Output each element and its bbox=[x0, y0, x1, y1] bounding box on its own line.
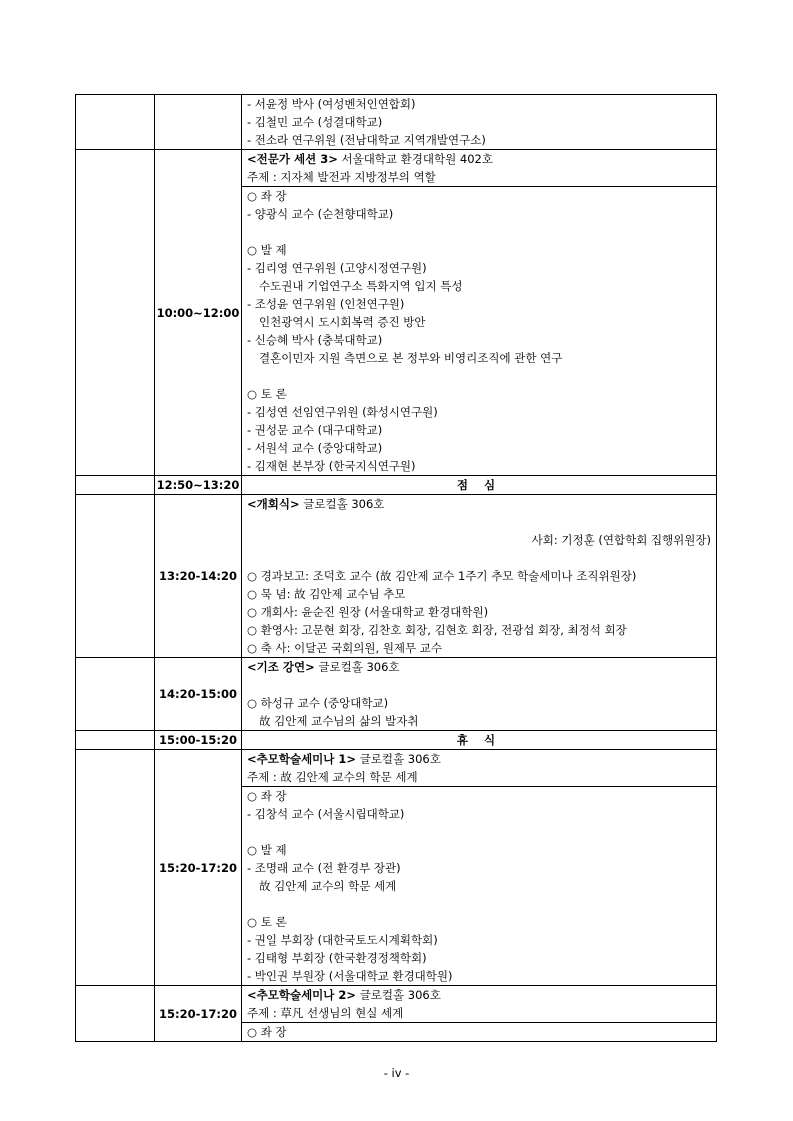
session-venue: 서울대학교 환경대학원 402호 bbox=[337, 152, 493, 166]
content-line: 주제 : 草凡 선생님의 현실 세계 bbox=[247, 1006, 404, 1020]
content-line: ○ 개회사: 윤순진 원장 (서울대학교 환경대학원) bbox=[247, 605, 489, 619]
content-line: - 전소라 연구위원 (전남대학교 지역개발연구소) bbox=[247, 133, 486, 147]
session-header bbox=[247, 150, 711, 168]
content-line bbox=[247, 895, 711, 913]
content-cell bbox=[242, 150, 717, 187]
content-line bbox=[247, 549, 711, 567]
session-venue: 글로컬홀 306호 bbox=[314, 660, 400, 674]
content-line: ○ 좌 장 bbox=[247, 789, 287, 803]
break-label: 휴 식 bbox=[456, 733, 502, 747]
blank-column-cell bbox=[76, 658, 155, 731]
content-cell bbox=[242, 1023, 717, 1042]
schedule-row bbox=[76, 731, 717, 750]
content-line: ○ 발 제 bbox=[247, 243, 287, 257]
session-title: <추모학술세미나 2> bbox=[247, 988, 357, 1002]
schedule-row bbox=[76, 476, 717, 495]
content-cell bbox=[242, 476, 717, 495]
content-cell bbox=[242, 495, 717, 658]
content-line: - 조성윤 연구위원 (인천연구원) bbox=[247, 297, 405, 311]
session-header bbox=[247, 986, 711, 1004]
time-cell bbox=[155, 95, 242, 150]
content-line: - 박인권 부원장 (서울대학교 환경대학원) bbox=[247, 969, 453, 983]
time-cell: 15:20-17:20 bbox=[155, 986, 242, 1042]
session-venue: 글로컬홀 306호 bbox=[356, 988, 441, 1002]
content-line: - 신승혜 박사 (충북대학교) bbox=[247, 333, 383, 347]
session-venue: 글로컬홀 306호 bbox=[299, 497, 385, 511]
schedule-row bbox=[76, 986, 717, 1023]
time-cell: 14:20-15:00 bbox=[155, 658, 242, 731]
session-title: <전문가 세션 3> bbox=[247, 152, 338, 166]
schedule-row bbox=[76, 495, 717, 658]
blank-column-cell bbox=[76, 476, 155, 495]
blank-column-cell bbox=[76, 750, 155, 986]
content-cell bbox=[242, 986, 717, 1023]
session-header bbox=[247, 495, 711, 513]
time-cell: 15:20-17:20 bbox=[155, 750, 242, 986]
content-line: ○ 환영사: 고문현 회장, 김찬호 회장, 김현호 회장, 전광섭 회장, 최정석 회장 bbox=[247, 623, 627, 637]
blank-column-cell bbox=[76, 495, 155, 658]
content-line: - 권성문 교수 (대구대학교) bbox=[247, 423, 383, 437]
time-cell: 13:20-14:20 bbox=[155, 495, 242, 658]
content-cell bbox=[242, 187, 717, 476]
page-number: - iv - bbox=[383, 1066, 410, 1080]
content-line: - 서원석 교수 (중앙대학교) bbox=[247, 441, 383, 455]
schedule-row bbox=[76, 95, 717, 150]
content-line: - 김태형 부회장 (한국환경정책학회) bbox=[247, 951, 427, 965]
schedule-table bbox=[75, 94, 717, 1042]
content-line: ○ 토 론 bbox=[247, 915, 287, 929]
presentation-title: 故 김안제 교수님의 삶의 발자취 bbox=[259, 714, 419, 728]
content-line: 주제 : 故 김안제 교수의 학문 세계 bbox=[247, 770, 418, 784]
session-title: <기조 강연> bbox=[247, 660, 315, 674]
presentation-title: 인천광역시 도시회복력 증진 방안 bbox=[259, 315, 426, 329]
content-line: ○ 축 사: 이달곤 국회의원, 원제무 교수 bbox=[247, 641, 443, 655]
content-line bbox=[247, 223, 711, 241]
content-line: - 김철민 교수 (성결대학교) bbox=[247, 115, 383, 129]
session-header bbox=[247, 750, 711, 768]
content-cell bbox=[242, 750, 717, 787]
content-line: ○ 묵 념: 故 김안제 교수님 추모 bbox=[247, 587, 406, 601]
blank-column-cell bbox=[76, 731, 155, 750]
presentation-title: 수도권내 기업연구소 특화지역 입지 특성 bbox=[259, 279, 463, 293]
session-title: <개회식> bbox=[247, 497, 300, 511]
content-line: ○ 좌 장 bbox=[247, 1025, 287, 1039]
session-header bbox=[247, 658, 711, 676]
content-line: ○ 발 제 bbox=[247, 843, 287, 857]
content-line bbox=[247, 676, 711, 694]
content-line: - 권일 부회장 (대한국토도시계획학회) bbox=[247, 933, 438, 947]
blank-column-cell bbox=[76, 150, 155, 476]
blank-column-cell bbox=[76, 95, 155, 150]
blank-column-cell bbox=[76, 986, 155, 1042]
content-cell bbox=[242, 658, 717, 731]
content-cell bbox=[242, 95, 717, 150]
content-line: - 서윤정 박사 (여성벤처인연합회) bbox=[247, 97, 416, 111]
session-title: <추모학술세미나 1> bbox=[247, 752, 357, 766]
content-cell bbox=[242, 731, 717, 750]
content-line: - 양광식 교수 (순천향대학교) bbox=[247, 207, 394, 221]
schedule-row bbox=[76, 750, 717, 787]
time-cell: 12:50~13:20 bbox=[155, 476, 242, 495]
content-line: ○ 좌 장 bbox=[247, 189, 287, 203]
content-line: 주제 : 지자체 발전과 지방정부의 역할 bbox=[247, 170, 436, 184]
content-line bbox=[247, 823, 711, 841]
content-line: - 조명래 교수 (전 환경부 장관) bbox=[247, 861, 401, 875]
schedule-row bbox=[76, 658, 717, 731]
presentation-title: 故 김안제 교수의 학문 세계 bbox=[259, 879, 397, 893]
content-line: ○ 하성규 교수 (중앙대학교) bbox=[247, 696, 389, 710]
break-label: 점 심 bbox=[456, 478, 502, 492]
content-cell bbox=[242, 787, 717, 986]
schedule-row bbox=[76, 150, 717, 187]
content-line bbox=[247, 367, 711, 385]
content-line: - 김창석 교수 (서울시립대학교) bbox=[247, 807, 405, 821]
content-line bbox=[247, 513, 711, 531]
time-cell: 10:00~12:00 bbox=[155, 150, 242, 476]
content-line: - 김리영 연구위원 (고양시정연구원) bbox=[247, 261, 427, 275]
content-line: ○ 토 론 bbox=[247, 387, 287, 401]
presentation-title: 결혼이민자 지원 측면으로 본 정부와 비영리조직에 관한 연구 bbox=[259, 351, 563, 365]
content-line: - 김성연 선임연구위원 (화성시연구원) bbox=[247, 405, 438, 419]
content-line: ○ 경과보고: 조덕호 교수 (故 김안제 교수 1주기 추모 학술세미나 조직위원장) bbox=[247, 569, 637, 583]
content-line: - 김재현 본부장 (한국지식연구원) bbox=[247, 459, 416, 473]
time-cell: 15:00-15:20 bbox=[155, 731, 242, 750]
moderator-line: 사회: 기정훈 (연합학회 집행위원장) bbox=[531, 533, 711, 547]
session-venue: 글로컬홀 306호 bbox=[356, 752, 441, 766]
